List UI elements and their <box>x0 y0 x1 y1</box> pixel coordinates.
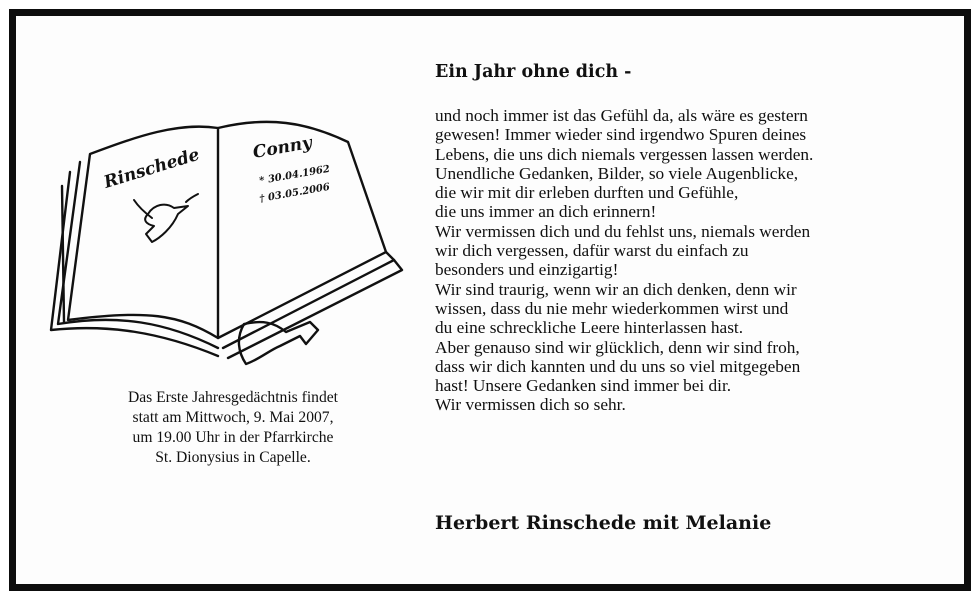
event-line: Das Erste Jahresgedächtnis findet <box>127 389 338 406</box>
poem-line: gewesen! Immer wieder sind irgendwo Spuren deines <box>435 125 807 145</box>
book-first-name: Conny <box>251 132 314 163</box>
poem-line: wir dich vergessen, dafür warst du einfach zu <box>435 241 749 261</box>
open-book-illustration <box>48 102 408 372</box>
poem-line: Wir sind traurig, wenn wir an dich denken, denn wir <box>435 279 797 299</box>
dove-icon <box>134 194 198 242</box>
poem-line: die wir mit dir erleben durften und Gefühle, <box>435 183 739 203</box>
poem-line: wissen, dass du nie mehr wiederkommen wirst und <box>435 298 789 318</box>
book-birth-date: * 30.04.1962 <box>258 163 331 187</box>
memorial-service-info <box>78 388 388 468</box>
poem-line: dass wir dich kannten und du uns so viel mitgegeben <box>435 356 801 376</box>
memorial-poem <box>435 106 813 415</box>
poem-line: Aber genauso sind wir glücklich, denn wir sind froh, <box>435 337 800 357</box>
poem-line: die uns immer an dich erinnern! <box>435 202 657 222</box>
poem-line: Wir vermissen dich und du fehlst uns, niemals werden <box>435 221 811 241</box>
poem-line: Wir vermissen dich so sehr. <box>435 395 626 415</box>
bookmark-ribbon <box>239 322 318 364</box>
book-cover-name: Rinschede <box>101 144 202 193</box>
event-line: St. Dionysius in Capelle. <box>155 449 311 466</box>
book-death-date: † 03.05.2006 <box>258 181 331 205</box>
event-line: um 19.00 Uhr in der Pfarrkirche <box>132 429 334 446</box>
poem-line: und noch immer ist das Gefühl da, als wäre es gestern <box>435 106 808 125</box>
signature: Herbert Rinschede mit Melanie <box>435 512 772 534</box>
event-line: statt am Mittwoch, 9. Mai 2007, <box>132 409 334 426</box>
poem-line: hast! Unsere Gedanken sind immer bei dir. <box>435 376 732 396</box>
poem-line: Unendliche Gedanken, Bilder, so viele Augenblicke, <box>435 163 799 183</box>
poem-line: Lebens, die uns dich niemals vergessen lassen werden. <box>435 144 814 164</box>
poem-line: du eine schreckliche Leere hinterlassen hast. <box>435 318 744 338</box>
heading: Ein Jahr ohne dich - <box>435 62 632 82</box>
poem-line: besonders und einzigartig! <box>435 260 619 280</box>
